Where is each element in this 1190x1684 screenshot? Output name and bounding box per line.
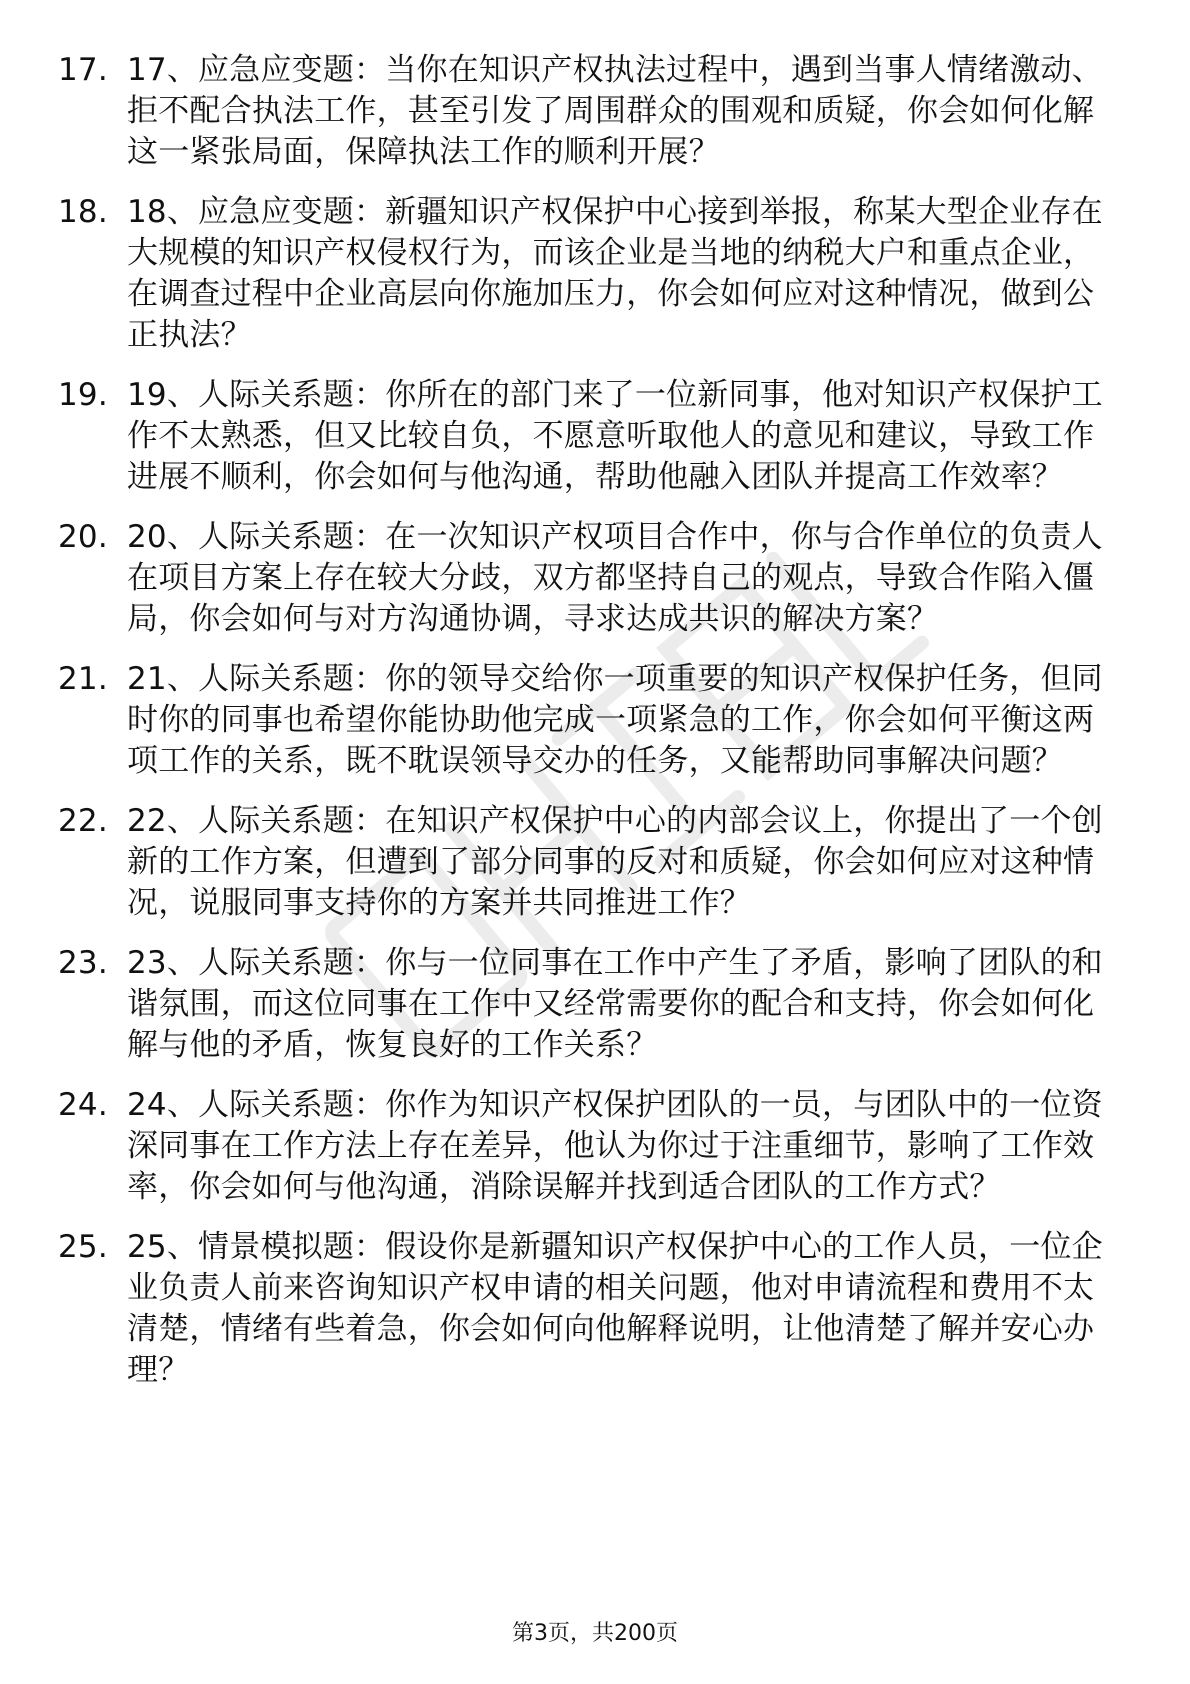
page-number-label: 第3页，共200页 <box>512 1621 678 1646</box>
question-item <box>58 1227 1118 1391</box>
question-list <box>58 50 1118 1410</box>
question-item <box>58 801 1118 924</box>
question-text: 20、人际关系题：在一次知识产权项目合作中，你与合作单位的负责人在项目方案上存在较大分歧，双方都坚持自己的观点，导致合作陷入僵局，你会如何与对方沟通协调，寻求达成共识的解决方案？ <box>127 519 1103 637</box>
question-number: 23. <box>58 945 108 981</box>
question-text: 24、人际关系题：你作为知识产权保护团队的一员，与团队中的一位资深同事在工作方法上存在差异，他认为你过于注重细节，影响了工作效率，你会如何与他沟通，消除误解并找到适合团队的工作方式？ <box>127 1087 1103 1205</box>
question-text: 23、人际关系题：你与一位同事在工作中产生了矛盾，影响了团队的和谐氛围，而这位同事在工作中又经常需要你的配合和支持，你会如何化解与他的矛盾，恢复良好的工作关系？ <box>127 945 1103 1063</box>
question-text: 18、应急应变题：新疆知识产权保护中心接到举报，称某大型企业存在大规模的知识产权侵权行为，而该企业是当地的纳税大户和重点企业，在调查过程中企业高层向你施加压力，你会如何应对这种情况，做到公正执法？ <box>127 194 1103 353</box>
question-text: 21、人际关系题：你的领导交给你一项重要的知识产权保护任务，但同时你的同事也希望你能协助他完成一项紧急的工作，你会如何平衡这两项工作的关系，既不耽误领导交办的任务，又能帮助同事解决问题？ <box>127 661 1103 779</box>
question-text: 19、人际关系题：你所在的部门来了一位新同事，他对知识产权保护工作不太熟悉，但又比较自负，不愿意听取他人的意见和建议，导致工作进展不顺利，你会如何与他沟通，帮助他融入团队并提高工作效率？ <box>127 377 1103 495</box>
question-item <box>58 192 1118 356</box>
question-item <box>58 1085 1118 1208</box>
question-number: 21. <box>58 661 108 697</box>
question-item <box>58 943 1118 1066</box>
question-item <box>58 375 1118 498</box>
question-number: 19. <box>58 377 108 413</box>
question-number: 24. <box>58 1087 108 1123</box>
question-number: 22. <box>58 803 108 839</box>
page-footer <box>0 1620 1190 1648</box>
question-text: 17、应急应变题：当你在知识产权执法过程中，遇到当事人情绪激动、拒不配合执法工作，甚至引发了周围群众的围观和质疑，你会如何化解这一紧张局面，保障执法工作的顺利开展？ <box>127 52 1103 170</box>
question-number: 17. <box>58 52 108 88</box>
question-number: 20. <box>58 519 108 555</box>
question-item <box>58 50 1118 173</box>
question-text: 25、情景模拟题：假设你是新疆知识产权保护中心的工作人员，一位企业负责人前来咨询知识产权申请的相关问题，他对申请流程和费用不太清楚，情绪有些着急，你会如何向他解释说明，让他清楚了解并安心办理？ <box>127 1229 1103 1388</box>
question-item <box>58 517 1118 640</box>
question-item <box>58 659 1118 782</box>
question-number: 18. <box>58 194 108 230</box>
question-number: 25. <box>58 1229 108 1265</box>
question-text: 22、人际关系题：在知识产权保护中心的内部会议上，你提出了一个创新的工作方案，但遭到了部分同事的反对和质疑，你会如何应对这种情况，说服同事支持你的方案并共同推进工作？ <box>127 803 1103 921</box>
